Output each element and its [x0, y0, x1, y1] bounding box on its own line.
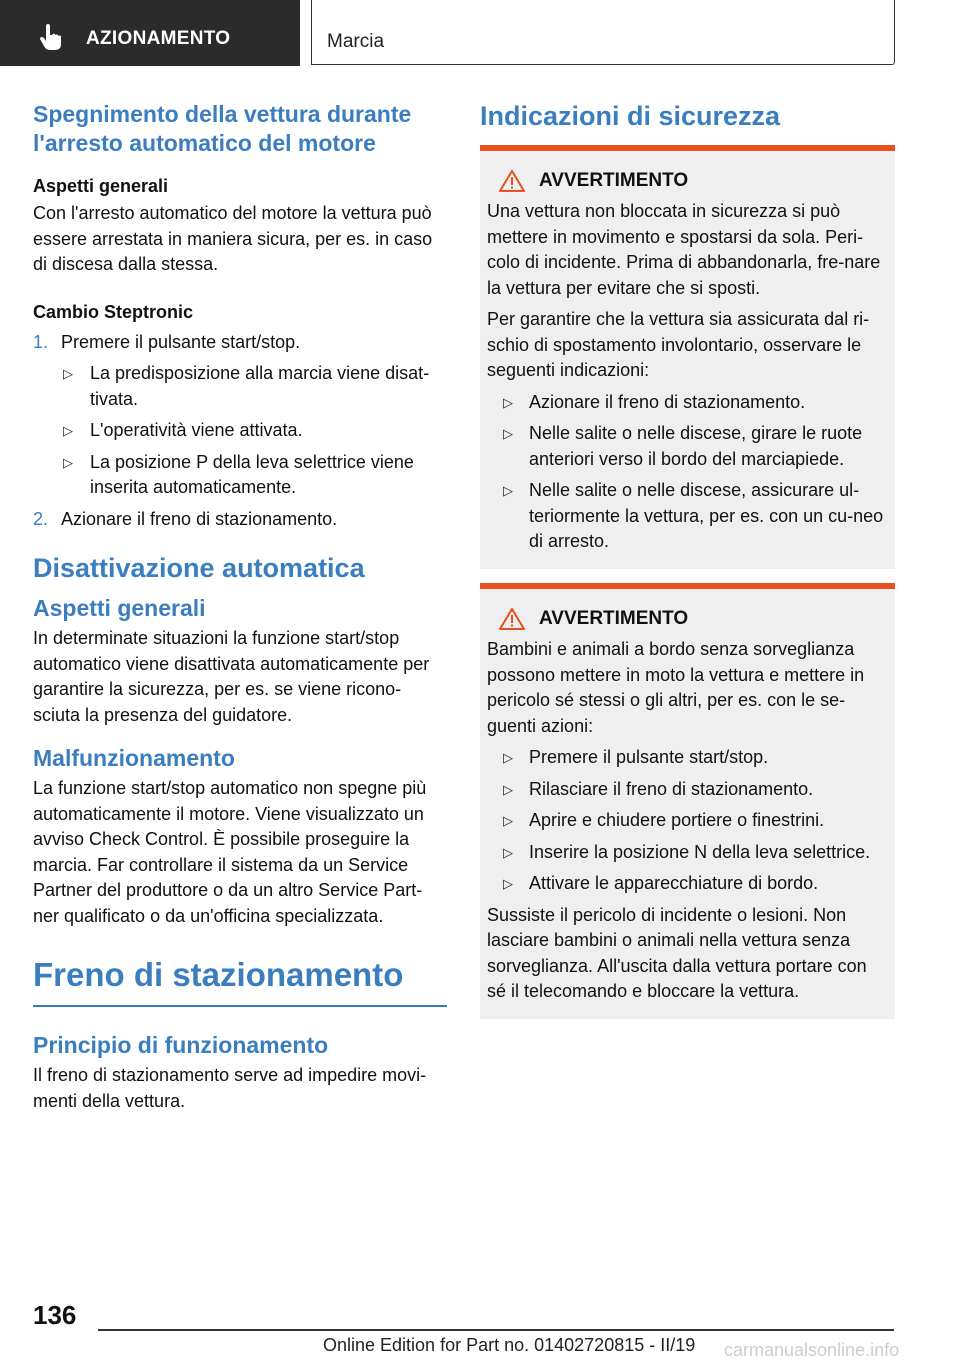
warning-triangle-icon — [499, 608, 525, 630]
step-2 — [33, 507, 447, 533]
warning-text: Una vettura non bloccata in sicurezza si può mettere in movimento e spostarsi da sola. Peri-colo di incidente. Prima di abbandonarla, fre-nare la vettura per evitare che si sposti. — [487, 201, 881, 298]
list-item: ▷ Rilasciare il freno di stazionamento. — [487, 777, 888, 803]
list-item: ▷ Inserire la posizione N della leva selettrice. — [487, 840, 888, 866]
bullet-text: L'operatività viene attivata. — [90, 420, 303, 440]
bullet-text: La posizione P della leva selettrice viene inserita automaticamente. — [90, 451, 414, 497]
list-item: ▷ Nelle salite o nelle discese, girare le ruote anteriori verso il bordo del marciapiede. — [503, 423, 863, 469]
step-number: 1. — [33, 331, 49, 352]
warning-text: Bambini e animali a bordo senza sorveglianza possono mettere in moto la vettura e mettere in pericolo sé stessi o gli altri, per es. con le se-guenti azioni: — [487, 639, 865, 736]
chapter-tab — [311, 0, 895, 65]
malfunction-text: La funzione start/stop automatico non spegne più automaticamente il motore. Viene visualizzato un avviso Check Control. È possibile proseguire la marcia. Far controllare il sistema da un Service Partner del produttore o da un altro Service Part-ner qualificato o da un'officina specializzata. — [33, 778, 427, 926]
bullet-triangle-icon: ▷ — [503, 483, 513, 498]
bullet-triangle-icon: ▷ — [503, 876, 513, 891]
page-number: 136 — [33, 1300, 77, 1330]
section-tab — [0, 0, 300, 66]
warning-triangle-icon — [499, 170, 525, 192]
right-column — [480, 100, 895, 132]
bullet-triangle-icon: ▷ — [503, 394, 513, 410]
general-label: Aspetti generali — [33, 176, 169, 196]
bullet-text: La predisposizione alla marcia viene disat-tivata. — [90, 363, 430, 409]
heading-disable: Disattivazione automatica — [33, 553, 365, 583]
heading-general-2: Aspetti generali — [33, 595, 206, 621]
heading-parking-brake: Freno di stazionamento — [33, 956, 404, 993]
edition-note: Online Edition for Part no. 01402720815 - II/19 — [323, 1335, 696, 1355]
heading-stop: Spegnimento della vettura durante l'arresto automatico del motore — [33, 101, 412, 156]
step-1 — [33, 330, 447, 356]
bullet-triangle-icon: ▷ — [503, 750, 513, 765]
warning-title: AVVERTIMENTO — [487, 605, 888, 633]
list-item — [33, 450, 447, 501]
list-item — [33, 418, 447, 444]
steptronic-label: Cambio Steptronic — [33, 301, 194, 322]
step-text: Azionare il freno di stazionamento. — [61, 508, 338, 529]
bullet-triangle-icon: ▷ — [503, 781, 513, 797]
bullet-triangle-icon: ▷ — [503, 426, 513, 441]
bullet-triangle-icon: ▷ — [63, 423, 73, 438]
list-item: ▷ Nelle salite o nelle discese, assicurare ul-teriormente la vettura, per es. con un cu-neo di arresto. — [503, 480, 884, 551]
general2-text: In determinate situazioni la funzione start/stop automatico viene disattivata automaticamente per garantire la sicurezza, per es. se viene ricono-sciuta la presenza del guidatore. — [33, 628, 430, 725]
section-title: AZIONAMENTO — [86, 28, 231, 49]
bullet-triangle-icon: ▷ — [503, 844, 513, 860]
heading-malfunction: Malfunzionamento — [33, 745, 235, 771]
footer-rule — [98, 1329, 894, 1331]
bullet-triangle-icon: ▷ — [503, 813, 513, 828]
general-text: Con l'arresto automatico del motore la vettura può essere arrestata in maniera sicura, per es. in caso di discesa dalla stessa. — [33, 203, 433, 274]
warning-box-1 — [480, 145, 895, 569]
list-item — [33, 361, 447, 412]
hand-pointer-icon — [40, 24, 62, 50]
bullet-triangle-icon: ▷ — [63, 454, 73, 470]
step-text: Premere il pulsante start/stop. — [61, 331, 301, 352]
step-number: 2. — [33, 508, 49, 529]
heading-safety: Indicazioni di sicurezza — [480, 101, 781, 131]
warning-box-2 — [480, 583, 895, 1019]
watermark: carmanualsonline.info — [724, 1340, 900, 1360]
warning-title: AVVERTIMENTO — [487, 167, 888, 195]
warning-text: Sussiste il pericolo di incidente o lesioni. Non lasciare bambini o animali nella vettura senza sorveglianza. All'uscita dalla vettura portare con sé il telecomando e bloccare la vettura. — [487, 904, 867, 1001]
heading-principle: Principio di funzionamento — [33, 1032, 329, 1058]
left-column — [33, 100, 447, 1114]
list-item: ▷ Aprire e chiudere portiere o finestrini. — [487, 808, 888, 834]
bullet-triangle-icon: ▷ — [63, 366, 73, 381]
chapter-title: Marcia — [327, 31, 385, 52]
list-item: ▷ Attivare le apparecchiature di bordo. — [487, 871, 888, 897]
list-item: ▷ Azionare il freno di stazionamento. — [487, 390, 888, 416]
principle-text: Il freno di stazionamento serve ad impedire movi-menti della vettura. — [33, 1065, 427, 1111]
warning-text: Per garantire che la vettura sia assicurata dal ri-schio di spostamento involontario, osservare le seguenti indicazioni: — [487, 309, 870, 380]
list-item: ▷ Premere il pulsante start/stop. — [487, 745, 888, 771]
